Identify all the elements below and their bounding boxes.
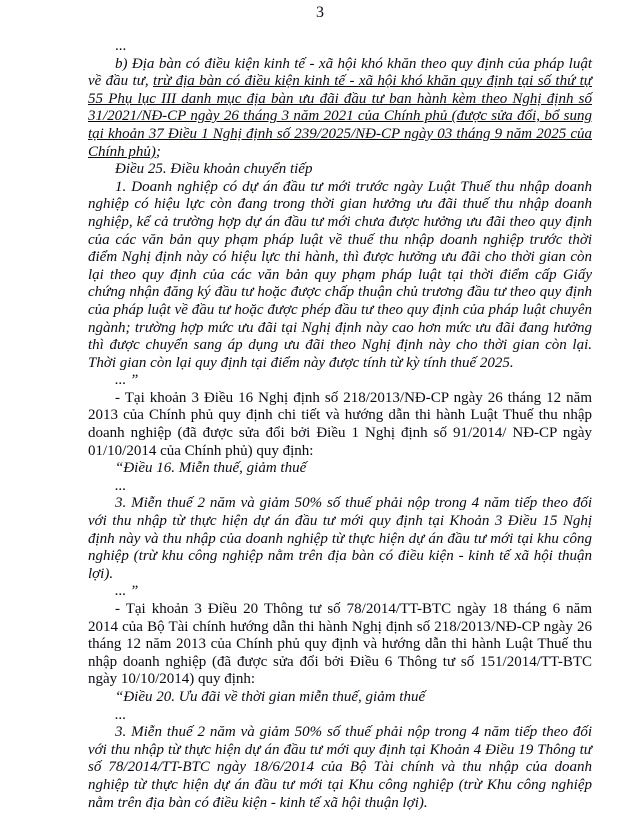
clause-b-underlined-text: trừ địa bàn có điều kiện kinh tế - xã hội khó khăn quy định tại số thứ tự 55 Phụ lục III danh mục địa bàn ưu đãi đầu tư ban hành kèm theo Nghị định số 31/2021/NĐ-CP ngày 26 tháng 3 năm 2021 của Chính phủ (được sửa đổi, bổ sung tại khoản 37 Điều 1 Nghị định số 239/2025/NĐ-CP ngày 03 tháng 9 năm 2025 của Chính phủ) (88, 73, 592, 160)
article-20-clause-3-paragraph: 3. Miễn thuế 2 năm và giảm 50% số thuế phải nộp trong 4 năm tiếp theo đối với thu nhập từ thực hiện dự án đầu tư mới quy định tại Khoản 4 Điều 19 Thông tư số 78/2014/TT-BTC ngày 18/6/2014 của Bộ Tài chính và thu nhập của doanh nghiệp từ thực hiện dự án đầu tư mới tại Khu công nghiệp (trừ Khu công nghiệp nằm trên địa bàn có điều kiện - kinh tế xã hội thuận lợi). (88, 724, 592, 811)
page-number: 3 (316, 4, 324, 21)
decree-218-reference-paragraph: - Tại khoản 3 Điều 16 Nghị định số 218/2013/NĐ-CP ngày 26 tháng 12 năm 2013 của Chính phủ quy định chi tiết và hướng dẫn thi hành Luật Thuế thu nhập doanh nghiệp (đã được sửa đổi bởi Điều 1 Nghị định số 91/2014/ NĐ-CP ngày 01/10/2014 của Chính phủ) quy định: (88, 389, 592, 459)
clause-b-tail-text: ; (155, 143, 161, 160)
article-16-clause-3-paragraph: 3. Miễn thuế 2 năm và giảm 50% số thuế phải nộp trong 4 năm tiếp theo đối với thu nhập từ thực hiện dự án đầu tư mới quy định tại Khoản 3 Điều 15 Nghị định này và thu nhập của doanh nghiệp từ thực hiện dự án đầu tư mới tại khu công nghiệp (trừ khu công nghiệp nằm trên địa bàn có điều kiện - kinh tế xã hội thuận lợi). (88, 495, 592, 582)
circular-78-reference-paragraph: - Tại khoản 3 Điều 20 Thông tư số 78/2014/TT-BTC ngày 18 tháng 6 năm 2014 của Bộ Tài chính hướng dẫn thi hành Nghị định số 218/2013/NĐ-CP ngày 26 tháng 12 năm 2013 của Chính phủ quy định và hướng dẫn thi hành Luật Thuế thu nhập doanh nghiệp (đã được sửa đổi bởi Điều 6 Thông tư số 151/2014/TT-BTC ngày 10/10/2014) quy định: (88, 601, 592, 688)
article-25-heading: Điều 25. Điều khoản chuyển tiếp (115, 161, 313, 178)
clause-b-lead-text: b) Địa bàn có điều kiện kinh tế - xã hội khó khăn theo quy định của pháp luật về đầu tư, (88, 55, 592, 90)
page-content (88, 38, 592, 812)
ellipsis-line: ... (115, 477, 127, 494)
quote-close-line: ... ” (115, 372, 139, 389)
article-20-quote-heading: “Điều 20. Ưu đãi về thời gian miễn thuế, giảm thuế (115, 688, 426, 705)
article-16-quote-heading: “Điều 16. Miễn thuế, giảm thuế (115, 460, 307, 477)
ellipsis-line: ... (115, 706, 127, 723)
ellipsis-line: ... (115, 38, 127, 54)
clause-b-paragraph (88, 56, 592, 162)
quote-close-line: ... ” (115, 583, 139, 600)
transition-clause-1-paragraph: 1. Doanh nghiệp có dự án đầu tư mới trước ngày Luật Thuế thu nhập doanh nghiệp có hiệu lực còn đang trong thời gian hưởng ưu đãi thuế thu nhập doanh nghiệp, kể cả trường hợp dự án đầu tư mới chưa được hưởng ưu đãi theo quy định của các văn bản quy phạm pháp luật về thuế thu nhập doanh nghiệp trước thời điểm Nghị định này có hiệu lực thi hành, thì được hưởng ưu đãi cho thời gian còn lại theo quy định của các văn bản quy phạm pháp luật tại thời điểm cấp Giấy chứng nhận đăng ký đầu tư hoặc được chấp thuận chủ trương đầu tư theo quy định của pháp luật về đầu tư hoặc được phép đầu tư theo quy định của pháp luật chuyên ngành; trường hợp mức ưu đãi tại Nghị định này cao hơn mức ưu đãi đang hưởng thì được chuyển sang áp dụng ưu đãi theo Nghị định này cho thời gian còn lại. Thời gian còn lại quy định tại điểm này được tính từ kỳ tính thuế 2025. (88, 178, 592, 371)
